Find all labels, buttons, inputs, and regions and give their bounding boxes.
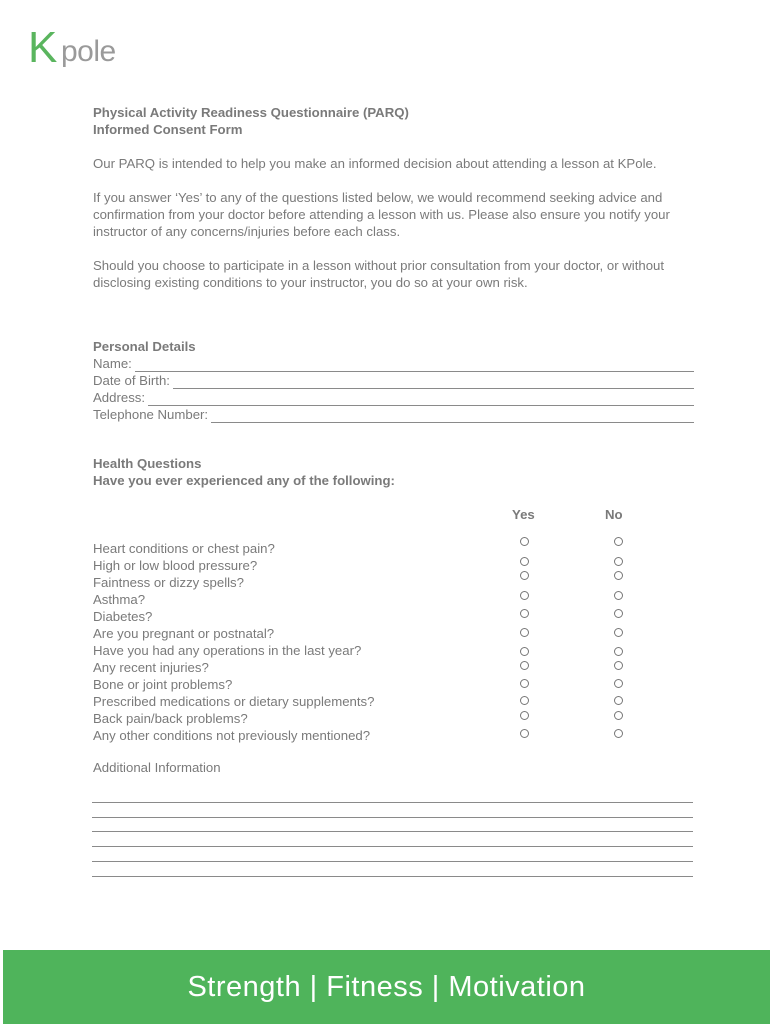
health-heading: Health Questions	[93, 456, 202, 471]
yes-radio[interactable]	[520, 557, 529, 566]
intro-section	[93, 104, 693, 308]
form-title: Physical Activity Readiness Questionnaire (PARQ)	[93, 105, 409, 120]
yes-radio[interactable]	[520, 571, 529, 580]
personal-details-section	[93, 338, 694, 423]
telephone-label: Telephone Number:	[93, 407, 209, 422]
additional-info-line[interactable]	[92, 876, 693, 877]
name-field[interactable]	[93, 355, 694, 372]
yes-radio[interactable]	[520, 537, 529, 546]
personal-details-heading: Personal Details	[93, 339, 196, 354]
yes-radio[interactable]	[520, 661, 529, 670]
health-question-label: Asthma?	[93, 592, 146, 607]
no-column-header: No	[605, 507, 623, 522]
additional-info-label: Additional Information	[93, 760, 221, 775]
name-label: Name:	[93, 356, 132, 371]
footer-tagline: Strength | Fitness | Motivation	[187, 970, 586, 1003]
health-question-label: Any recent injuries?	[93, 660, 209, 675]
health-question-label: Are you pregnant or postnatal?	[93, 626, 275, 641]
yes-radio[interactable]	[520, 591, 529, 600]
additional-info-line[interactable]	[92, 802, 693, 803]
intro-paragraph-2: If you answer ‘Yes’ to any of the questions listed below, we would recommend seeking advice and confirmation from your doctor before attending a lesson with us. Please also ensure you notify your instructor of any concerns/injuries before each class.	[93, 190, 670, 239]
logo-initial: K	[28, 23, 58, 72]
additional-info-line[interactable]	[92, 831, 693, 832]
health-question-label: Faintness or dizzy spells?	[93, 575, 244, 590]
no-radio[interactable]	[614, 729, 623, 738]
name-line[interactable]	[135, 358, 694, 372]
footer-banner	[3, 950, 770, 1024]
no-radio[interactable]	[614, 696, 623, 705]
no-radio[interactable]	[614, 628, 623, 637]
yes-radio[interactable]	[520, 711, 529, 720]
dob-label: Date of Birth:	[93, 373, 170, 388]
dob-field[interactable]	[93, 372, 694, 389]
dob-line[interactable]	[173, 375, 694, 389]
health-question-label: Any other conditions not previously mentioned?	[93, 728, 371, 743]
no-radio[interactable]	[614, 571, 623, 580]
no-radio[interactable]	[614, 661, 623, 670]
health-subheading: Have you ever experienced any of the following:	[93, 473, 395, 488]
health-question-label: High or low blood pressure?	[93, 558, 258, 573]
yes-radio[interactable]	[520, 647, 529, 656]
no-radio[interactable]	[614, 679, 623, 688]
telephone-line[interactable]	[211, 409, 694, 423]
no-radio[interactable]	[614, 557, 623, 566]
no-radio[interactable]	[614, 591, 623, 600]
health-question-label: Diabetes?	[93, 609, 153, 624]
additional-info-line[interactable]	[92, 861, 693, 862]
no-radio[interactable]	[614, 647, 623, 656]
no-radio[interactable]	[614, 609, 623, 618]
health-question-label: Back pain/back problems?	[93, 711, 248, 726]
health-questions-header	[93, 455, 694, 489]
yes-radio[interactable]	[520, 729, 529, 738]
intro-paragraph-3: Should you choose to participate in a lesson without prior consultation from your doctor, or without disclosing existing conditions to your instructor, you do so at your own risk.	[93, 258, 665, 290]
yes-radio[interactable]	[520, 696, 529, 705]
additional-info-line[interactable]	[92, 817, 693, 818]
yes-radio[interactable]	[520, 679, 529, 688]
form-subtitle: Informed Consent Form	[93, 122, 243, 137]
health-question-label: Heart conditions or chest pain?	[93, 541, 275, 556]
address-field[interactable]	[93, 389, 694, 406]
health-question-label: Bone or joint problems?	[93, 677, 233, 692]
telephone-field[interactable]	[93, 406, 694, 423]
additional-info-line[interactable]	[92, 846, 693, 847]
address-label: Address:	[93, 390, 146, 405]
no-radio[interactable]	[614, 711, 623, 720]
yes-column-header: Yes	[512, 507, 535, 522]
yes-radio[interactable]	[520, 609, 529, 618]
no-radio[interactable]	[614, 537, 623, 546]
yes-radio[interactable]	[520, 628, 529, 637]
health-question-label: Prescribed medications or dietary supplements?	[93, 694, 375, 709]
address-line[interactable]	[148, 392, 694, 406]
logo-wordmark: pole	[61, 35, 116, 68]
health-question-label: Have you had any operations in the last year?	[93, 643, 362, 658]
intro-paragraph-1: Our PARQ is intended to help you make an informed decision about attending a lesson at KPole.	[93, 156, 657, 171]
